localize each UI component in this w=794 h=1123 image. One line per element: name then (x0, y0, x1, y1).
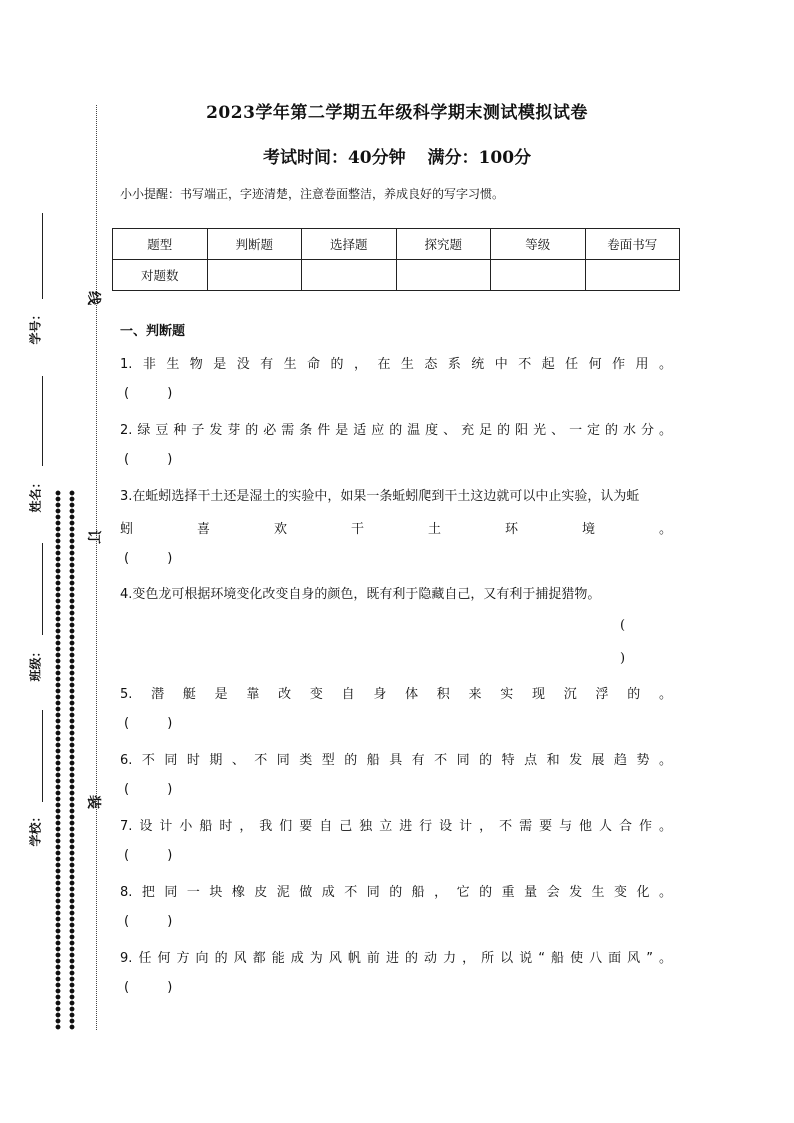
exam-tip: 小小提醒：书写端正，字迹清楚，注意卷面整洁，养成良好的写字习惯。 (120, 187, 505, 201)
exam-title: 2023学年第二学期五年级科学期末测试模拟试卷 (206, 103, 588, 123)
binding-char-zhuang: 装 (85, 795, 101, 809)
question-3-line-2: 蚓喜欢干土环境。 (120, 522, 672, 537)
score-table-header: 题型 (113, 229, 208, 260)
question-4: 4.变色龙可根据环境变化改变自身的颜色，既有利于隐藏自己，又有利于捕捉猎物。 (120, 587, 601, 602)
question-7: 7.设计小船时，我们要自己独立进行设计，不需要与他人合作。 (120, 819, 672, 834)
answer-blank-3[interactable]: ( ) (124, 551, 173, 566)
answer-blank-8[interactable]: ( ) (124, 914, 173, 929)
binding-dotted-line (96, 105, 97, 1030)
question-8: 8.把同一块橡皮泥做成不同的船，它的重量会发生变化。 (120, 885, 672, 900)
question-5: 5.潜艇是靠改变自身体积来实现沉浮的。 (120, 687, 672, 702)
section-heading-judgement: 一、判断题 (120, 324, 186, 339)
student-id-label: 学号： (28, 308, 43, 345)
score-table-header: 等级 (491, 229, 586, 260)
class-line (42, 543, 43, 635)
binding-bead-column-right (69, 490, 75, 1030)
exam-time: 考试时间：40分钟 (262, 148, 406, 168)
answer-blank-4-open[interactable]: ( (620, 618, 626, 633)
score-table-header-row (113, 229, 680, 260)
answer-blank-5[interactable]: ( ) (124, 716, 173, 731)
school-label: 学校： (28, 810, 43, 847)
binding-char-ding: 订 (85, 530, 101, 544)
answer-blank-4-close[interactable]: ) (620, 651, 626, 666)
student-id-line (42, 213, 43, 299)
score-table-row (113, 260, 680, 291)
question-6: 6.不同时期、不同类型的船具有不同的特点和发展趋势。 (120, 753, 672, 768)
question-2: 2.绿豆种子发芽的必需条件是适应的温度、充足的阳光、一定的水分。 (120, 423, 672, 438)
binding-bead-column-left (55, 490, 61, 1030)
score-table-row-label: 对题数 (113, 260, 208, 291)
exam-subtitle (0, 143, 794, 168)
answer-blank-7[interactable]: ( ) (124, 848, 173, 863)
question-9: 9.任何方向的风都能成为风帆前进的动力，所以说“船使八面风”。 (120, 951, 672, 966)
score-cell-grade[interactable] (491, 260, 586, 291)
answer-blank-1[interactable]: ( ) (124, 386, 173, 401)
exam-full-score: 满分：100分 (427, 148, 532, 168)
question-3-line-1: 3.在蚯蚓选择干土还是湿土的实验中，如果一条蚯蚓爬到干土这边就可以中止实验，认为蚯 (120, 489, 640, 504)
question-1: 1.非生物是没有生命的，在生态系统中不起任何作用。 (120, 357, 672, 372)
answer-blank-6[interactable]: ( ) (124, 782, 173, 797)
binding-char-xian: 线 (85, 291, 101, 305)
score-table-header: 选择题 (302, 229, 397, 260)
score-table (112, 228, 680, 291)
score-cell-judgement[interactable] (207, 260, 302, 291)
score-cell-choice[interactable] (302, 260, 397, 291)
class-label: 班级： (28, 645, 43, 682)
name-label: 姓名： (28, 476, 43, 513)
score-cell-handwriting[interactable] (585, 260, 680, 291)
score-cell-inquiry[interactable] (396, 260, 491, 291)
name-line (42, 376, 43, 466)
answer-blank-2[interactable]: ( ) (124, 452, 173, 467)
school-line (42, 710, 43, 802)
score-table-header: 卷面书写 (585, 229, 680, 260)
answer-blank-9[interactable]: ( ) (124, 980, 173, 995)
score-table-header: 探究题 (396, 229, 491, 260)
score-table-header: 判断题 (207, 229, 302, 260)
